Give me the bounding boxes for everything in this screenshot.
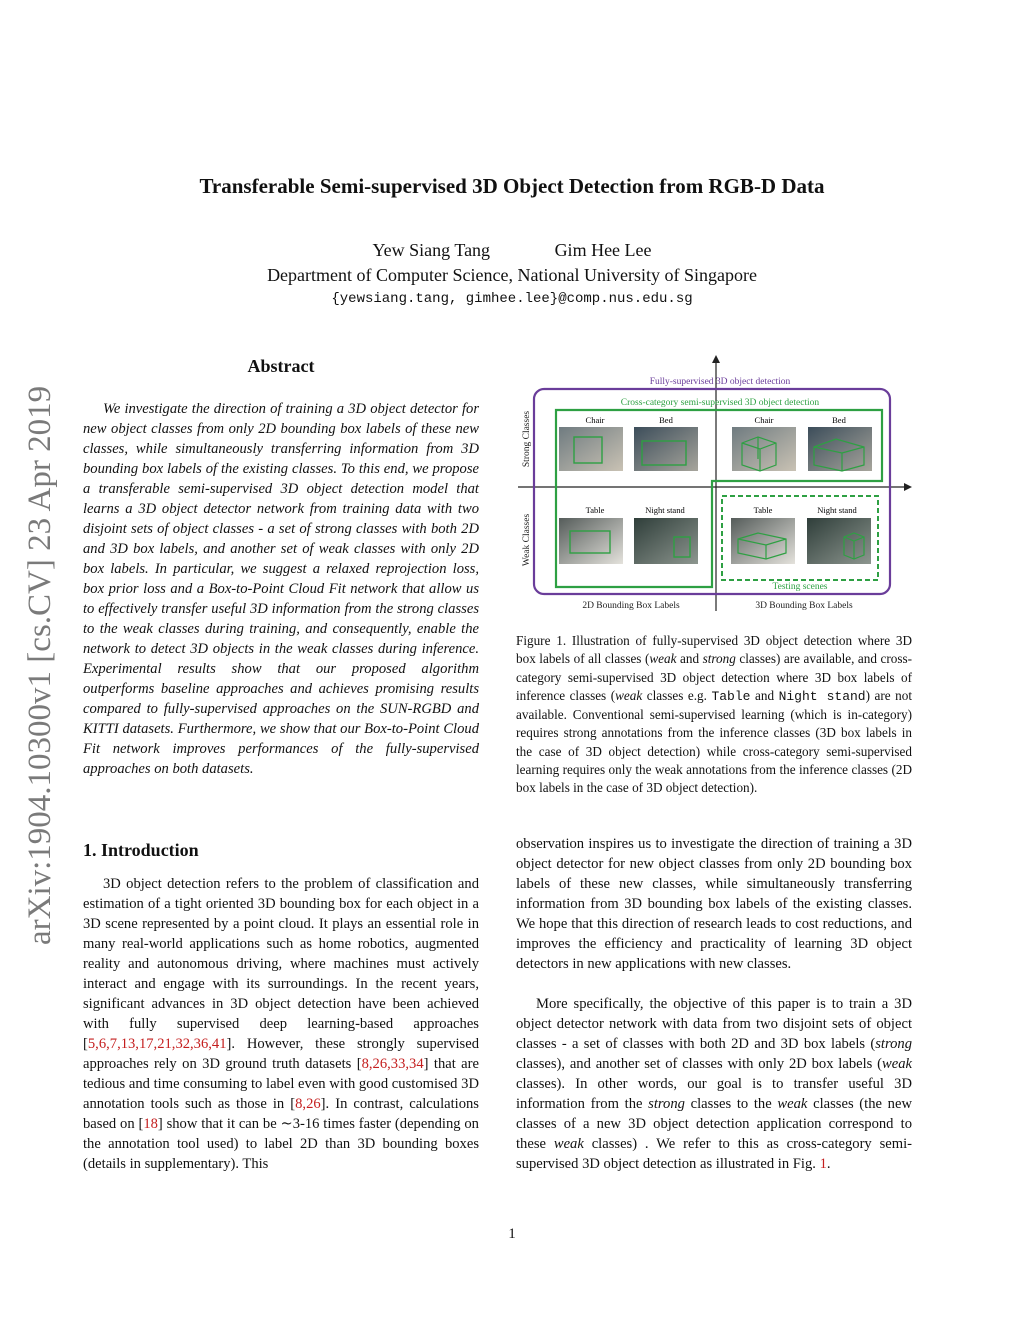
introduction-paragraph: 3D object detection refers to the problem of classification and estimation of a tight oriented 3D bounding box for each object in a 3D scene represented by a point cloud. It plays an essential role in many real-world applications such as home robotics, augmented reality and autonomous driving, where machines must actively interact and engage with its surroundings. In the recent years, significant advances in 3D object detection have been achieved with fully supervised deep learning-based approaches [5,6,7,13,17,21,32,36,41]. However, these strongly supervised approaches rely on 3D ground truth datasets [8,26,33,34] that are tedious and time consuming to label even with good customised 3D annotation tools such as those in [8,26]. In contrast, calculations based on [18] show that it can be ∼3-16 times faster (depending on the annotation tool used) to label 2D than 3D bounding boxes (details in supplementary). This bbox=[83, 876, 480, 1172]
author-list bbox=[0, 240, 1024, 261]
introduction-paragraph: observation inspires us to investigate the direction of training a 3D object detector for new object classes from only 2D bounding box labels of these new classes, while simultaneously transferring information from 3D bounding box labels of the existing classes. We hope that this direction of research leads to cost reductions, and improves the efficiency and practicality of learning 3D object detectors in new applications with new classes. bbox=[516, 836, 912, 972]
class-label: Bed bbox=[659, 415, 673, 425]
class-label: Bed bbox=[832, 415, 846, 425]
introduction-paragraph: More specifically, the objective of this paper is to train a 3D object detector network with data from two disjoint sets of object classes - a set of classes with both 2D and 3D box labels (strong classes), and another set of classes with only 2D box labels (weak classes). In other words, our goal is to transfer useful 3D information from the strong classes to the weak classes (the new classes of a new 3D object detection application correspond to these weak classes) . We refer to this as cross-category semi-supervised 3D object detection as illustrated in Fig. 1. bbox=[516, 996, 912, 1172]
x-label-2d: 2D Bounding Box Labels bbox=[582, 601, 680, 611]
y-label-strong: Strong Classes bbox=[522, 410, 532, 468]
fully-supervised-label: Fully-supervised 3D object detection bbox=[649, 377, 791, 387]
testing-scenes-label: Testing scenes bbox=[772, 582, 828, 592]
class-label: Table bbox=[585, 505, 605, 515]
paper-title: Transferable Semi-supervised 3D Object Detection from RGB-D Data bbox=[199, 174, 825, 198]
class-label: Night stand bbox=[817, 505, 857, 515]
class-label: Chair bbox=[585, 415, 605, 425]
citation-link[interactable]: 5,6,7,13,17,21,32,36,41 bbox=[87, 1036, 227, 1052]
affiliation: Department of Computer Science, National University of Singapore bbox=[267, 265, 757, 285]
author-name: Gim Hee Lee bbox=[554, 240, 652, 260]
introduction-heading: 1. Introduction bbox=[83, 840, 199, 860]
citation-link[interactable]: 18 bbox=[143, 1116, 158, 1132]
author-name: Yew Siang Tang bbox=[372, 240, 491, 260]
author-email: {yewsiang.tang, gimhee.lee}@comp.nus.edu.sg bbox=[331, 291, 693, 307]
y-label-weak: Weak Classes bbox=[522, 513, 532, 567]
class-label: Table bbox=[753, 505, 773, 515]
figure-caption: Figure 1. Illustration of fully-supervised 3D object detection where 3D box labels of all classes (weak and strong classes) are available, and cross-category semi-supervised 3D object detection where 3D box labels of inference classes (weak classes e.g. Table and Night stand) are not available. Conventional semi-supervised learning (which is in-category) requires strong annotations from the inference classes (3D box labels in the case of 3D object detection) while cross-category semi-supervised learning requires only the weak annotations from the inference classes (2D box labels in the case of 3D object detection). bbox=[516, 633, 912, 796]
citation-link[interactable]: 8,26,33,34 bbox=[361, 1056, 424, 1072]
class-label: Chair bbox=[754, 415, 774, 425]
arxiv-watermark: arXiv:1904.10300v1 [cs.CV] 23 Apr 2019 bbox=[22, 385, 58, 945]
figure-1 bbox=[514, 355, 914, 617]
citation-link[interactable]: 8,26 bbox=[295, 1096, 321, 1112]
scene-image bbox=[559, 518, 623, 564]
scene-image bbox=[808, 427, 872, 471]
scene-image bbox=[559, 427, 623, 471]
x-label-3d: 3D Bounding Box Labels bbox=[755, 601, 853, 611]
page-number: 1 bbox=[508, 1226, 516, 1242]
cross-category-label: Cross-category semi-supervised 3D object detection bbox=[620, 398, 820, 408]
y-axis-arrow bbox=[712, 355, 720, 363]
figure-reference-link[interactable]: 1 bbox=[819, 1156, 827, 1172]
abstract-text: We investigate the direction of training a 3D object detector for new object classes from only 2D bounding box labels of these new classes, while simultaneously transferring information from 3D bounding box labels of the existing classes. To this end, we propose a transferable semi-supervised 3D object detection model that learns a 3D object detector network from training data with two disjoint sets of object classes - a set of strong classes with both 2D and 3D box labels, and another set of weak classes with only 2D box labels. In particular, we suggest a relaxed reprojection loss, box prior loss and a Box-to-Point Cloud Fit network that allow us to effectively transfer useful 3D information from the strong classes to the weak classes during training, and consequently, enable the network to detect 3D objects in the weak classes during inference. Experimental results show that our proposed algorithm outperforms baseline approaches and achieves promising results compared to fully-supervised approaches on the SUN-RGBD and KITTI datasets. Furthermore, we show that our Box-to-Point Cloud Fit network improves performances of the fully-supervised approaches on both datasets. bbox=[83, 401, 479, 777]
scene-image bbox=[807, 518, 871, 564]
x-axis-arrow bbox=[904, 483, 912, 491]
abstract-heading: Abstract bbox=[247, 356, 315, 376]
class-label: Night stand bbox=[645, 505, 685, 515]
